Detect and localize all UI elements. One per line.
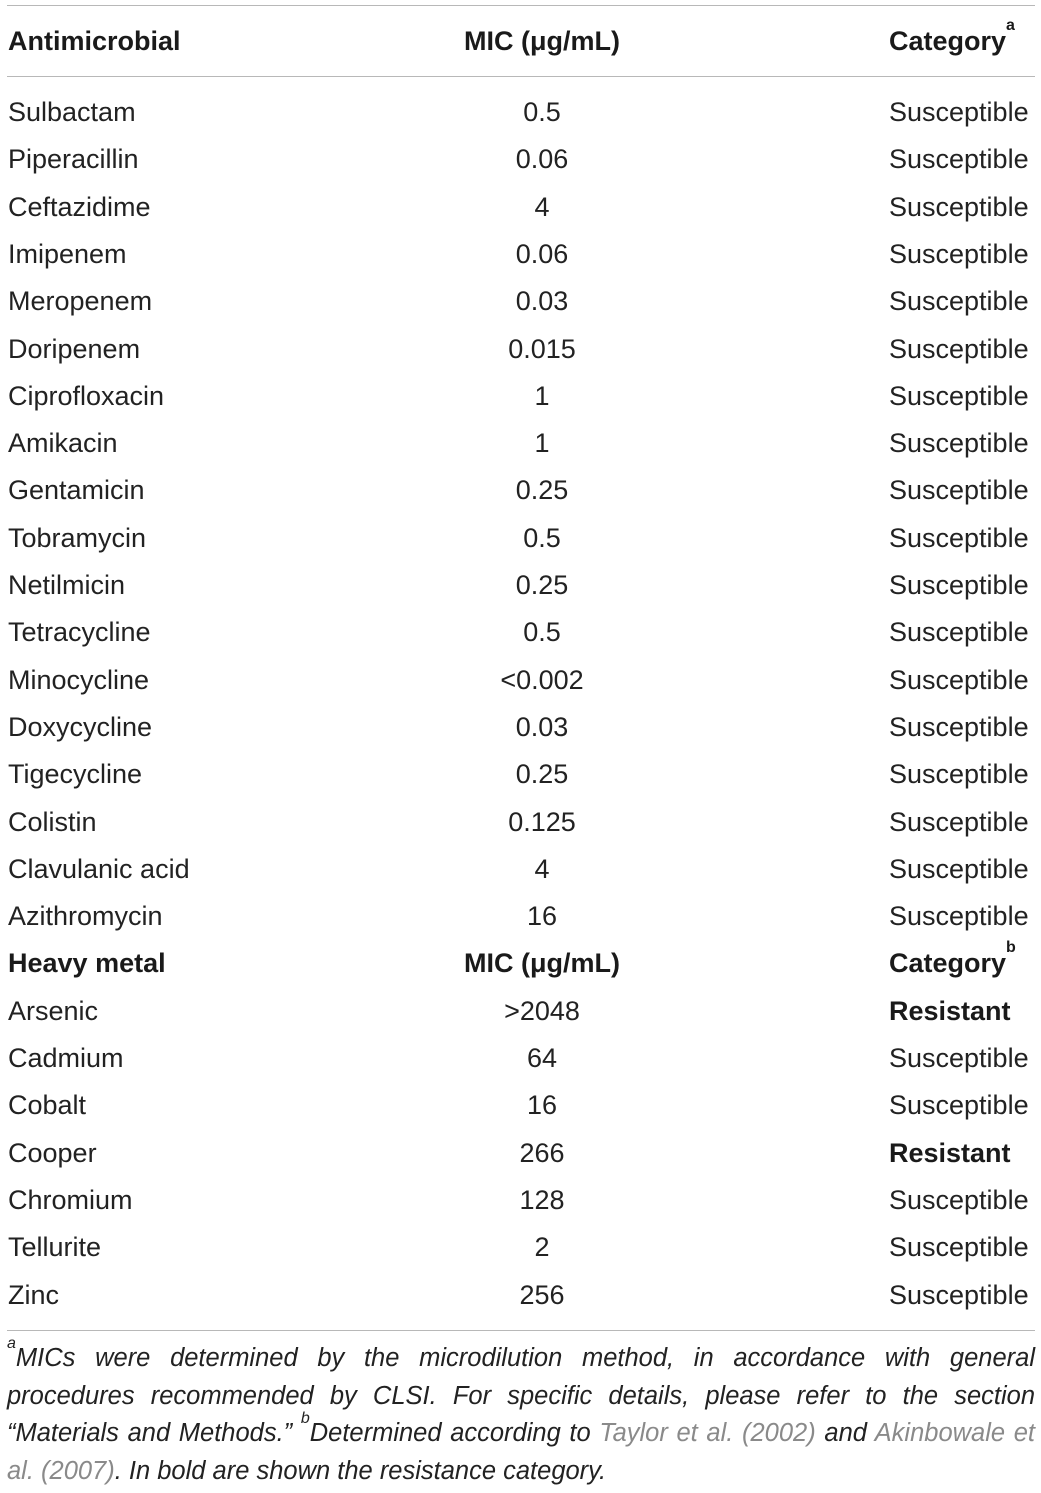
cell-category: Susceptible bbox=[889, 1232, 1029, 1263]
header-antimicrobial-col2: MIC (μg/mL) bbox=[464, 26, 620, 56]
cell-category: Susceptible bbox=[889, 333, 1029, 364]
cell-name: Gentamicin bbox=[8, 475, 145, 506]
table-row bbox=[0, 846, 1041, 893]
header-metal-col2: MIC (μg/mL) bbox=[464, 948, 620, 979]
cell-category: Susceptible bbox=[889, 1184, 1029, 1215]
cell-category: Susceptible bbox=[889, 664, 1029, 695]
cell-category: Susceptible bbox=[889, 617, 1029, 648]
cell-name: Netilmicin bbox=[8, 570, 126, 600]
cell-name: Zinc bbox=[8, 1279, 60, 1310]
header-metal-col3 bbox=[889, 940, 1016, 987]
table-row bbox=[0, 373, 1041, 420]
header-antimicrobial-col3-label: Category bbox=[889, 26, 1007, 56]
cell-name: Meropenem bbox=[8, 286, 153, 317]
table-row bbox=[0, 1272, 1041, 1319]
reference-link-akinbowale-2007[interactable]: Akinbowale et al. (2007) bbox=[7, 1419, 1035, 1485]
table-row bbox=[0, 231, 1041, 278]
cell-name: Cobalt bbox=[8, 1090, 87, 1121]
cell-category: Susceptible bbox=[889, 1279, 1029, 1310]
table-row bbox=[0, 751, 1041, 798]
cell-category: Susceptible bbox=[889, 853, 1029, 884]
footnote-text-1: MICs were determined by the microdilution method, in accordance with general procedures recommended by CLSI. For specific details, please refer to the section “Materials and Methods.” bbox=[7, 1344, 1035, 1447]
cell-mic: 0.5 bbox=[523, 522, 561, 553]
cell-name: Minocycline bbox=[8, 664, 150, 695]
cell-mic: 0.125 bbox=[508, 806, 576, 837]
cell-mic: 16 bbox=[526, 1090, 558, 1121]
table-row bbox=[0, 893, 1041, 940]
cell-category: Susceptible bbox=[889, 1090, 1029, 1121]
cell-mic: 2 bbox=[534, 1232, 550, 1263]
table-header-antimicrobial bbox=[0, 18, 1041, 65]
cell-mic: 4 bbox=[534, 191, 550, 222]
cell-mic: 0.5 bbox=[523, 617, 561, 648]
table-row bbox=[0, 988, 1041, 1035]
cell-name: Sulbactam bbox=[8, 97, 136, 127]
cell-name: Colistin bbox=[8, 806, 97, 837]
cell-category: Susceptible bbox=[889, 380, 1029, 411]
table-footnote bbox=[7, 1334, 1035, 1490]
cell-mic: 0.03 bbox=[515, 286, 569, 317]
cell-name: Imipenem bbox=[8, 238, 127, 269]
cell-mic: 128 bbox=[519, 1184, 565, 1215]
cell-category: Susceptible bbox=[889, 570, 1029, 600]
cell-mic: 64 bbox=[526, 1043, 558, 1073]
cell-category: Susceptible bbox=[889, 428, 1029, 459]
cell-name: Chromium bbox=[8, 1184, 133, 1215]
table-row bbox=[0, 184, 1041, 231]
table-row bbox=[0, 799, 1041, 846]
cell-category: Resistant bbox=[889, 995, 1011, 1026]
cell-category: Susceptible bbox=[889, 522, 1029, 553]
table-row bbox=[0, 1224, 1041, 1271]
cell-name: Clavulanic acid bbox=[8, 853, 190, 884]
header-antimicrobial-col1: Antimicrobial bbox=[8, 26, 181, 56]
table-row bbox=[0, 1130, 1041, 1177]
table-row bbox=[0, 467, 1041, 514]
cell-name: Ceftazidime bbox=[8, 191, 151, 222]
cell-category: Susceptible bbox=[889, 286, 1029, 317]
cell-mic: 1 bbox=[534, 428, 550, 459]
cell-name: Arsenic bbox=[8, 995, 99, 1026]
footnote-text-2: Determined according to bbox=[309, 1419, 600, 1447]
cell-name: Tetracycline bbox=[8, 617, 151, 648]
cell-name: Ciprofloxacin bbox=[8, 380, 165, 411]
table-row bbox=[0, 704, 1041, 751]
cell-category: Susceptible bbox=[889, 97, 1029, 127]
footnote-sup-a: a bbox=[7, 1334, 16, 1352]
cell-name: Cooper bbox=[8, 1137, 97, 1168]
cell-mic: 0.03 bbox=[515, 711, 569, 742]
cell-mic: 0.25 bbox=[515, 759, 569, 790]
table-top-rule bbox=[7, 5, 1035, 6]
table-row bbox=[0, 326, 1041, 373]
table-header-rule bbox=[7, 76, 1035, 77]
cell-category: Susceptible bbox=[889, 1043, 1029, 1073]
cell-name: Azithromycin bbox=[8, 901, 163, 932]
table-row bbox=[0, 1177, 1041, 1224]
footnote-marker-b: b bbox=[1006, 939, 1016, 957]
cell-category: Susceptible bbox=[889, 759, 1029, 790]
cell-category: Susceptible bbox=[889, 806, 1029, 837]
cell-name: Piperacillin bbox=[8, 144, 139, 175]
cell-category: Susceptible bbox=[889, 901, 1029, 932]
cell-name: Tigecycline bbox=[8, 759, 143, 790]
cell-mic: 266 bbox=[519, 1137, 565, 1168]
table-row bbox=[0, 515, 1041, 562]
footnote-text-4: . In bold are shown the resistance category. bbox=[114, 1456, 607, 1485]
cell-category: Susceptible bbox=[889, 475, 1029, 506]
footnote-text-3: and bbox=[815, 1419, 875, 1447]
cell-mic: 0.25 bbox=[515, 570, 569, 600]
header-antimicrobial-col3 bbox=[889, 18, 1015, 65]
header-metal-col1: Heavy metal bbox=[8, 948, 166, 979]
cell-mic: >2048 bbox=[504, 995, 580, 1026]
cell-category: Susceptible bbox=[889, 144, 1029, 175]
table-row bbox=[0, 89, 1041, 136]
table-row bbox=[0, 609, 1041, 656]
cell-mic: 256 bbox=[519, 1279, 565, 1310]
table-row bbox=[0, 420, 1041, 467]
reference-link-taylor-2002[interactable]: Taylor et al. (2002) bbox=[599, 1419, 816, 1447]
cell-mic: 0.5 bbox=[523, 97, 561, 127]
cell-name: Tellurite bbox=[8, 1232, 102, 1263]
cell-name: Tobramycin bbox=[8, 522, 147, 553]
cell-name: Doxycycline bbox=[8, 711, 153, 742]
cell-category: Susceptible bbox=[889, 191, 1029, 222]
footnote-marker-a: a bbox=[1006, 17, 1015, 34]
cell-category: Resistant bbox=[889, 1137, 1011, 1168]
cell-mic: 16 bbox=[526, 901, 558, 932]
cell-mic: 0.015 bbox=[508, 333, 576, 364]
cell-name: Doripenem bbox=[8, 333, 141, 364]
cell-mic: 0.06 bbox=[515, 144, 569, 175]
table-row bbox=[0, 1035, 1041, 1082]
table-row bbox=[0, 657, 1041, 704]
header-metal-col3-label: Category bbox=[889, 948, 1007, 979]
table-row bbox=[0, 562, 1041, 609]
cell-mic: 4 bbox=[534, 853, 550, 884]
table-bottom-rule bbox=[7, 1330, 1035, 1331]
table-row bbox=[0, 136, 1041, 183]
table-row bbox=[0, 1082, 1041, 1129]
cell-name: Amikacin bbox=[8, 428, 118, 459]
cell-name: Cadmium bbox=[8, 1043, 124, 1073]
table-row bbox=[0, 278, 1041, 325]
cell-mic: 1 bbox=[534, 380, 550, 411]
cell-category: Susceptible bbox=[889, 238, 1029, 269]
footnote-sup-b: b bbox=[300, 1409, 310, 1427]
table-header-heavy-metal bbox=[0, 940, 1041, 987]
cell-category: Susceptible bbox=[889, 711, 1029, 742]
cell-mic: <0.002 bbox=[500, 664, 584, 695]
cell-mic: 0.25 bbox=[515, 475, 569, 506]
cell-mic: 0.06 bbox=[515, 238, 569, 269]
